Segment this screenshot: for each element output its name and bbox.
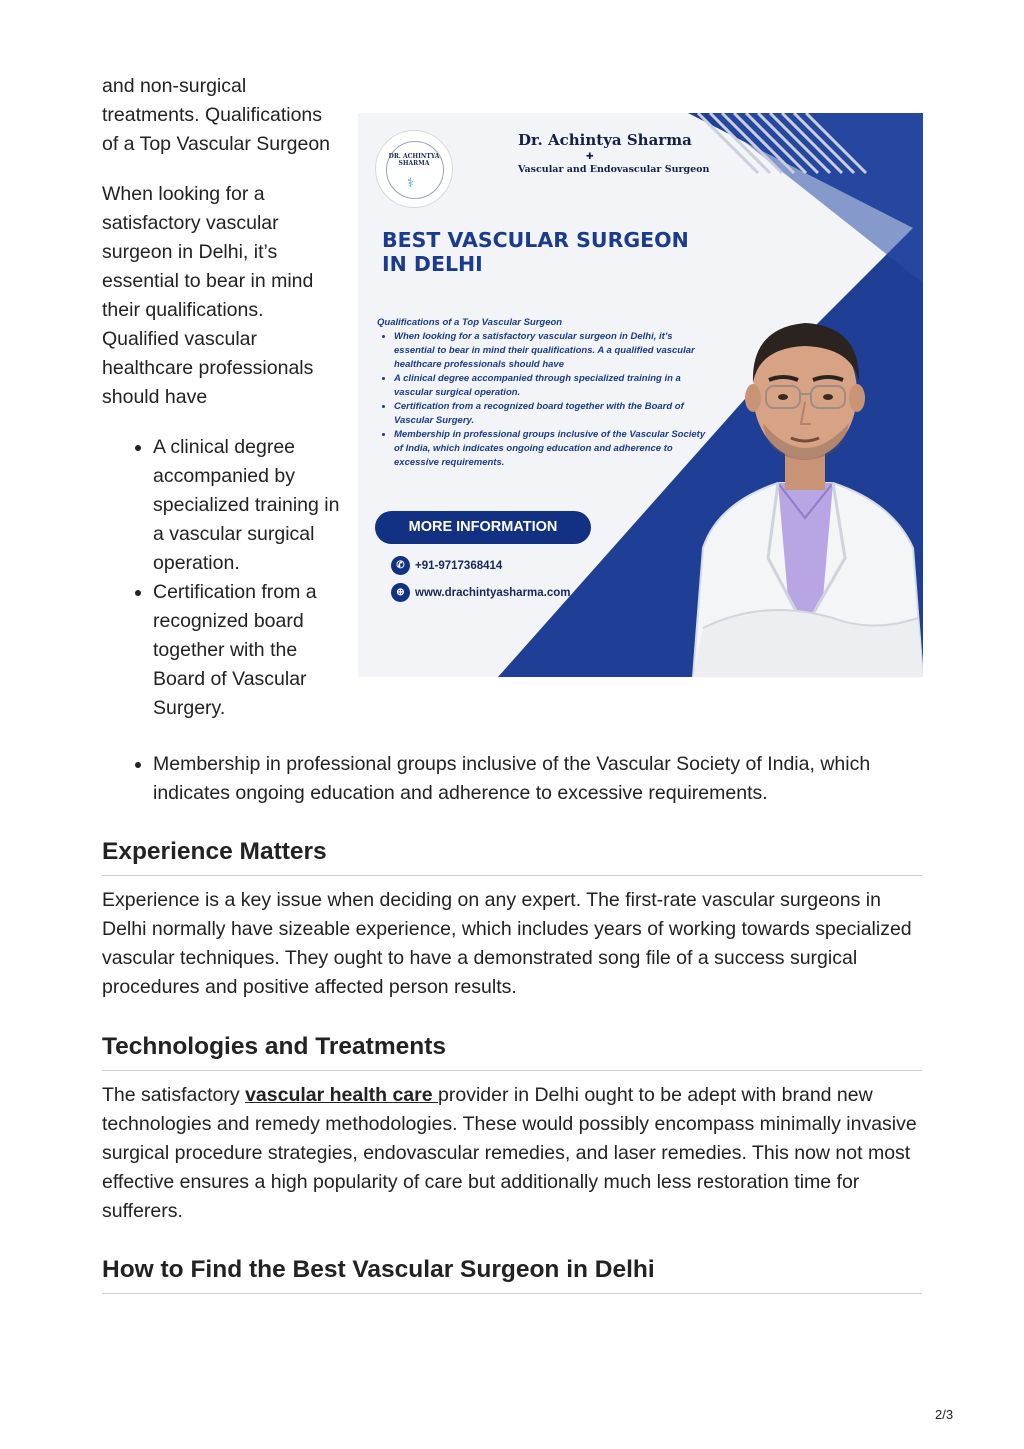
more-information-button: MORE INFORMATION <box>375 511 591 544</box>
clinic-logo <box>375 130 453 208</box>
list-item: • Certification from a recognized board together with the Board of Vascular Surgery. <box>394 400 707 428</box>
website-url: www.drachintyasharma.com <box>415 587 571 599</box>
cross-icon: ✚ <box>586 151 594 161</box>
intro-paragraph-1: and non-surgical treatments. Qualifications of a Top Vascular Surgeon <box>102 75 331 155</box>
qualification-list <box>102 433 342 723</box>
caduceus-icon: ⚕ <box>407 175 415 190</box>
technologies-paragraph <box>102 1081 922 1226</box>
intro-paragraph-2: When looking for a satisfactory vascular surgeon in Delhi, it’s essential to bear in mind their qualifications. Qualified vascular healthcare professionals should have <box>102 183 314 408</box>
list-item: • Membership in professional groups inclusive of the Vascular Society of India, which indicates ongoing education and adherence to excessive requirements. <box>394 428 707 470</box>
list-item: • Certification from a recognized board together with the Board of Vascular Surgery. <box>153 578 342 723</box>
logo-text: DR. ACHINTYA SHARMA <box>388 153 440 167</box>
promo-banner-image <box>358 113 923 677</box>
doctor-name: Dr. Achintya Sharma <box>518 131 692 149</box>
headline-line-2: IN DELHI <box>382 252 483 276</box>
qualifications-title: Qualifications of a Top Vascular Surgeon <box>377 317 563 328</box>
list-item: • A clinical degree accompanied through specialized training in a vascular surgical operation. <box>394 372 707 400</box>
vascular-health-care-link[interactable]: vascular health care <box>245 1084 439 1106</box>
phone-contact <box>391 555 502 577</box>
doctor-subtitle: Vascular and Endovascular Surgeon <box>518 164 710 175</box>
list-item: • When looking for a satisfactory vascular surgeon in Delhi, it’s essential to bear in mind their qualifications. A a qualified vascular healthcare professionals should have <box>394 330 707 372</box>
page-number: 2/3 <box>935 1407 954 1422</box>
technologies-text-end: provider in Delhi ought to be adept with brand new technologies and remedy methodologies. These would possibly encompass minimally invasive surgical procedure strategies, endovascular remedies, and laser remedies. This now not most effective ensures a high popularity of care but additionally much less restoration time for sufferers. <box>102 1084 917 1222</box>
technologies-text-start: The satisfactory <box>102 1084 246 1106</box>
list-item: • A clinical degree accompanied by specialized training in a vascular surgical operation. <box>153 433 342 578</box>
headline-line-1: BEST VASCULAR SURGEON <box>382 228 689 252</box>
intro-column <box>102 72 342 723</box>
phone-icon: ✆ <box>391 556 410 575</box>
find-surgeon-heading: How to Find the Best Vascular Surgeon in Delhi <box>102 1256 922 1294</box>
banner-headline <box>382 228 762 276</box>
experience-heading: Experience Matters <box>102 838 922 876</box>
qualification-list-continued <box>102 750 932 808</box>
list-item: • Membership in professional groups inclusive of the Vascular Society of India, which indicates ongoing education and adherence to excessive requirements. <box>153 750 932 808</box>
banner-qualifications <box>377 316 707 470</box>
doctor-photo <box>673 298 923 677</box>
website-contact <box>391 582 571 604</box>
experience-paragraph: Experience is a key issue when deciding on any expert. The first-rate vascular surgeons in Delhi normally have sizeable experience, which includes years of working towards specialized vascular techniques. They ought to have a demonstrated song file of a success surgical procedures and positive affected person results. <box>102 889 912 998</box>
globe-icon: ⊕ <box>391 583 410 602</box>
phone-number: +91-9717368414 <box>415 560 503 572</box>
technologies-heading: Technologies and Treatments <box>102 1033 922 1071</box>
